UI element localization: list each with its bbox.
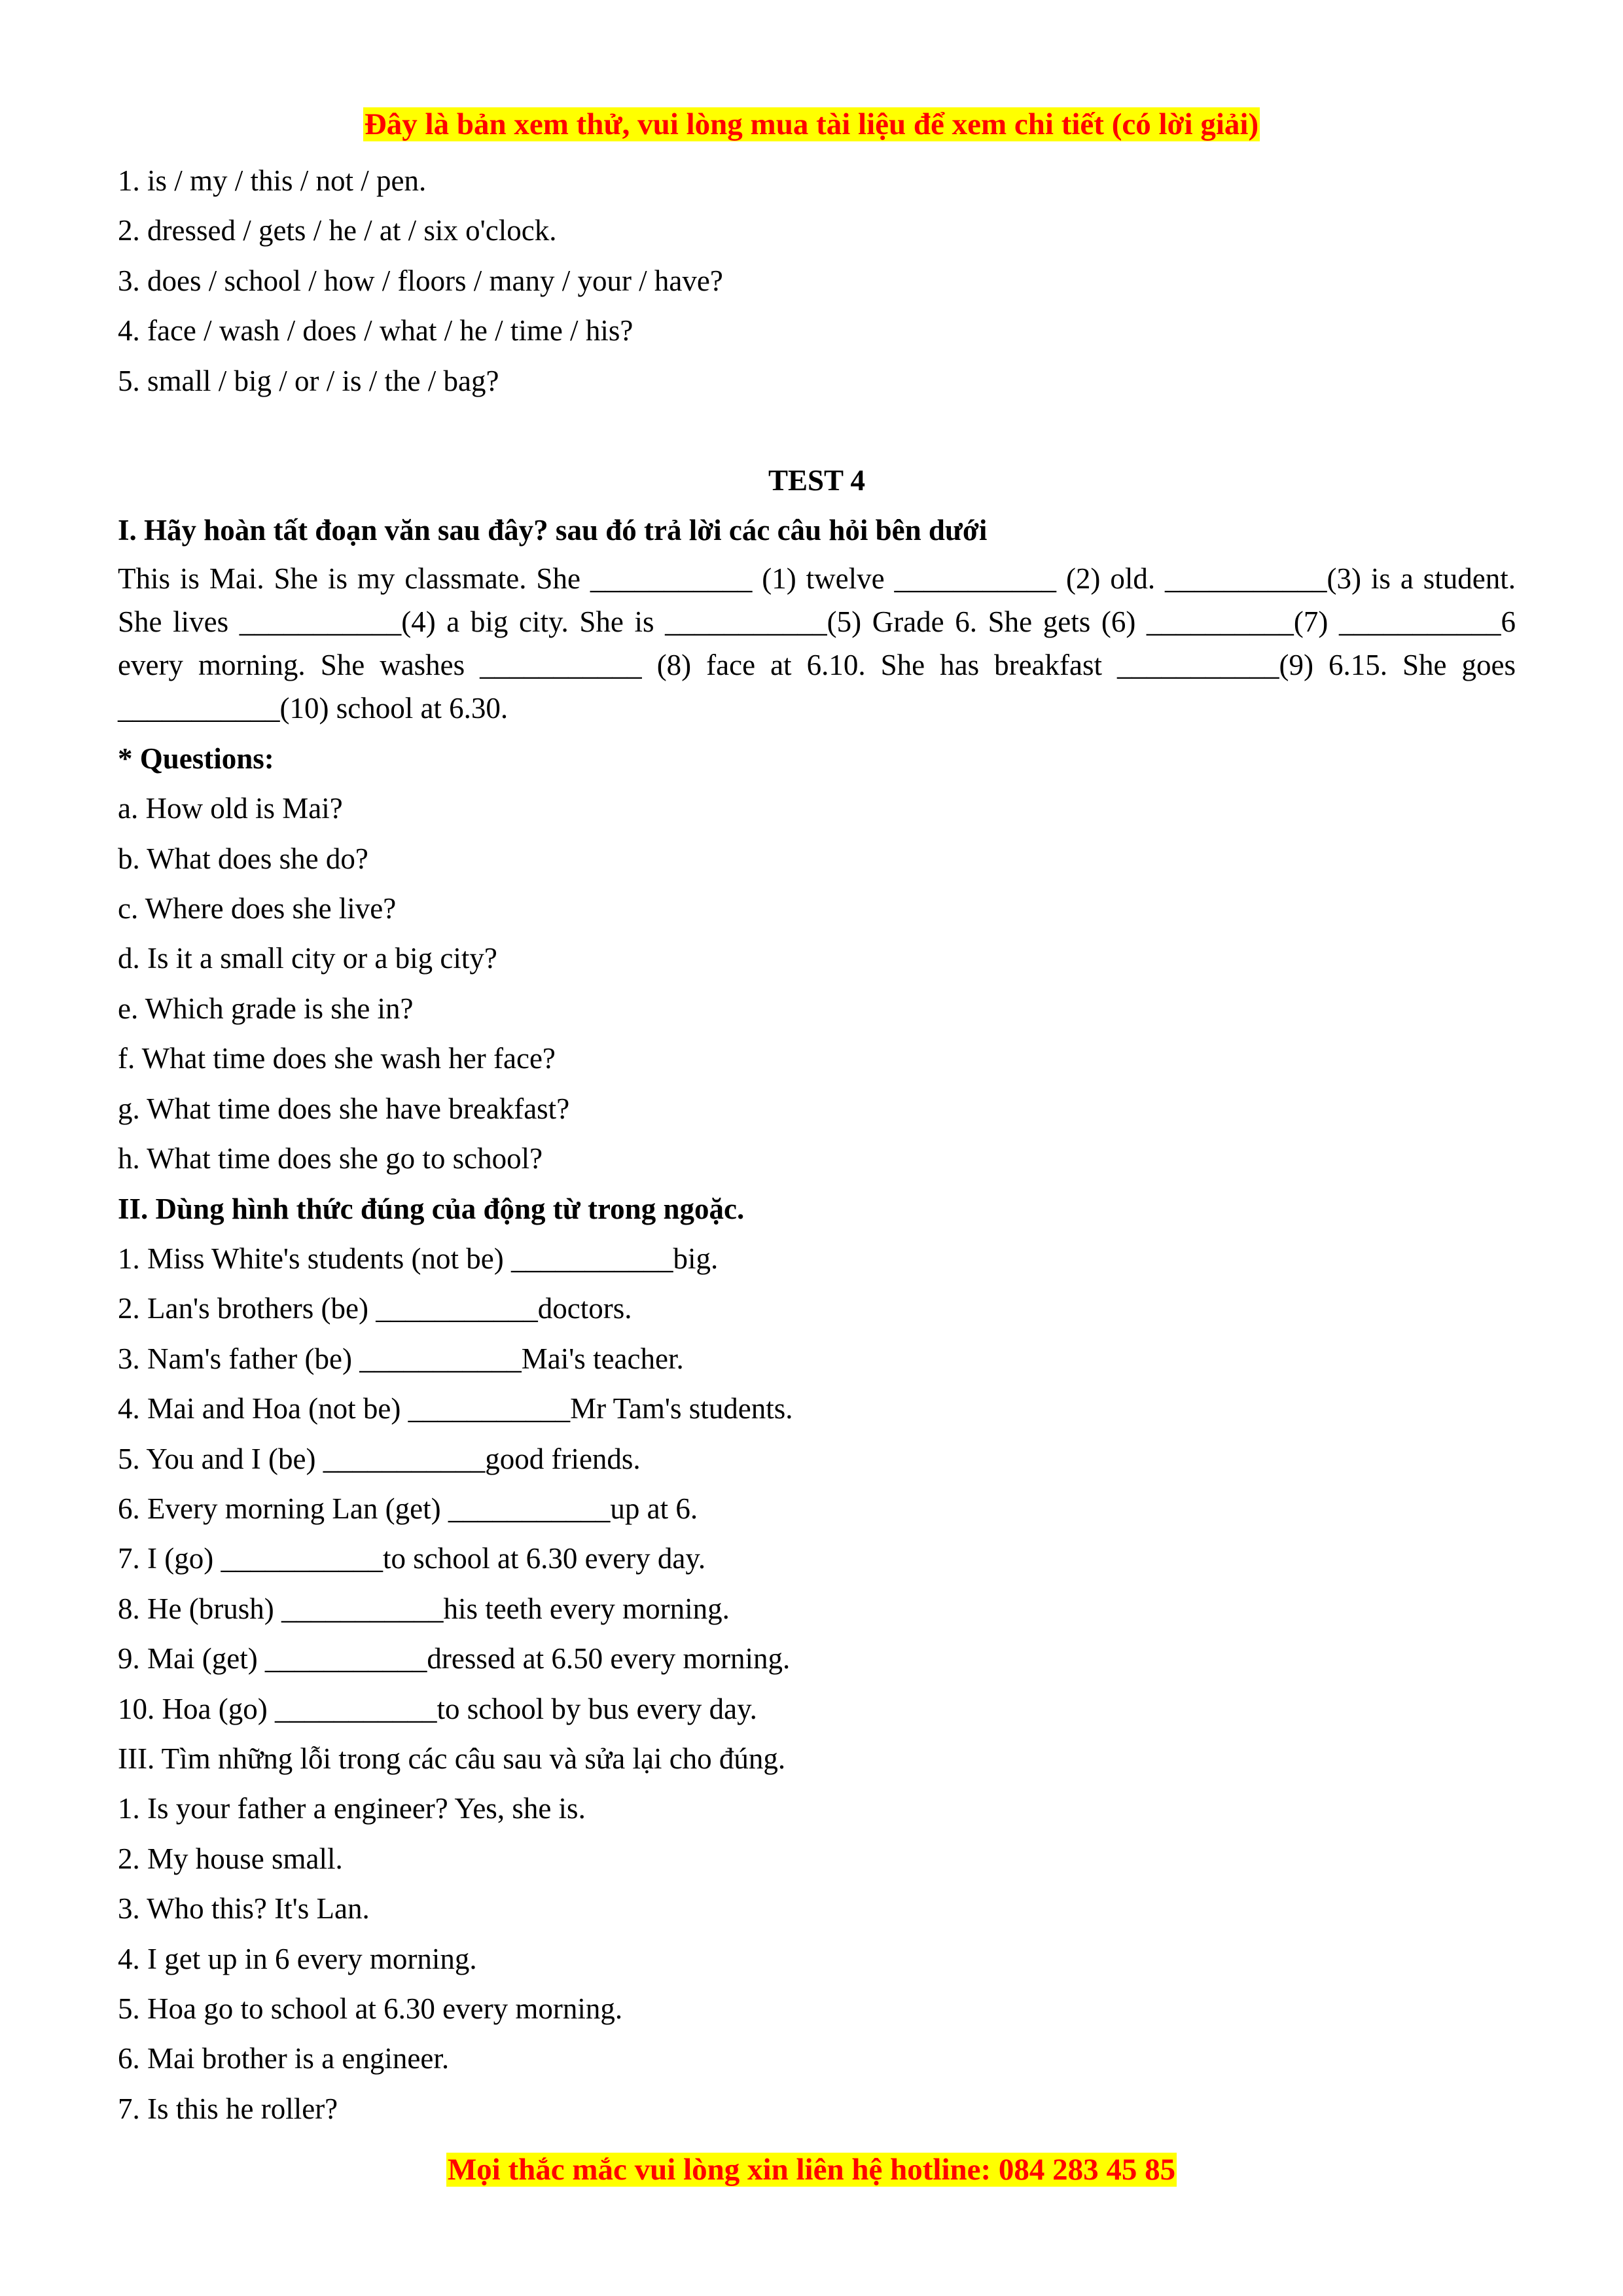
preview-notice-text: Đây là bản xem thử, vui lòng mua tài liệu để xem chi tiết (có lời giải)	[364, 107, 1259, 141]
error-item: 2. My house small.	[118, 1842, 343, 1875]
error-item: 1. Is your father a engineer? Yes, she is.	[118, 1792, 586, 1825]
reorder-item: 2. dressed / gets / he / at / six o'clock.	[118, 214, 557, 247]
hotline-banner	[0, 2150, 1623, 2189]
questions-label: * Questions:	[118, 742, 274, 775]
section-1-passage: This is Mai. She is my classmate. She ___________ (1) twelve ___________ (2) old. ___________(3) is a student. She lives ___________(4) a big city. She is ___________(5) Grade 6. She gets (6) __________(7) ___________6 every morning. She washes ___________ (8) face at 6.10. She has breakfast ___________(9) 6.15. She goes ___________(10) school at 6.30.	[118, 562, 1516, 725]
question-item: e. Which grade is she in?	[118, 992, 414, 1025]
error-item: 6. Mai brother is a engineer.	[118, 2042, 450, 2075]
section-1-heading: I. Hãy hoàn tất đoạn văn sau đây? sau đó trả lời các câu hỏi bên dưới	[118, 514, 988, 547]
error-item: 7. Is this he roller?	[118, 2092, 338, 2125]
question-item: a. How old is Mai?	[118, 792, 343, 825]
error-item: 4. I get up in 6 every morning.	[118, 1942, 477, 1975]
verb-item: 5. You and I (be) ___________good friends.	[118, 1442, 641, 1475]
question-item: h. What time does she go to school?	[118, 1142, 543, 1175]
reorder-item: 5. small / big / or / is / the / bag?	[118, 364, 499, 397]
verb-item: 9. Mai (get) ___________dressed at 6.50 every morning.	[118, 1642, 791, 1676]
verb-item: 6. Every morning Lan (get) ___________up at 6.	[118, 1492, 698, 1525]
question-item: g. What time does she have breakfast?	[118, 1092, 570, 1125]
verb-item: 8. He (brush) ___________his teeth every morning.	[118, 1592, 730, 1625]
question-item: b. What does she do?	[118, 842, 368, 875]
preview-notice-banner	[0, 105, 1623, 144]
hotline-text: Mọi thắc mắc vui lòng xin liên hệ hotline: 084 283 45 85	[447, 2153, 1176, 2187]
error-item: 3. Who this? It's Lan.	[118, 1892, 370, 1926]
test-title: TEST 4	[768, 464, 865, 497]
reorder-item: 3. does / school / how / floors / many / your / have?	[118, 264, 723, 297]
verb-item: 2. Lan's brothers (be) ___________doctors.	[118, 1292, 632, 1325]
verb-item: 3. Nam's father (be) ___________Mai's teacher.	[118, 1342, 684, 1375]
question-item: f. What time does she wash her face?	[118, 1042, 556, 1075]
verb-item: 7. I (go) ___________to school at 6.30 every day.	[118, 1542, 706, 1575]
spacer	[118, 406, 1516, 456]
verb-item: 1. Miss White's students (not be) ___________big.	[118, 1242, 719, 1275]
error-item: 5. Hoa go to school at 6.30 every morning.	[118, 1992, 623, 2025]
reorder-item: 4. face / wash / does / what / he / time / his?	[118, 314, 633, 348]
worksheet-content	[118, 156, 1516, 2134]
reorder-item: 1. is / my / this / not / pen.	[118, 164, 427, 197]
verb-item: 4. Mai and Hoa (not be) ___________Mr Tam's students.	[118, 1392, 793, 1426]
section-3-heading: III. Tìm những lỗi trong các câu sau và sửa lại cho đúng.	[118, 1742, 786, 1775]
section-2-heading: II. Dùng hình thức đúng của động từ trong ngoặc.	[118, 1192, 745, 1225]
question-item: d. Is it a small city or a big city?	[118, 942, 497, 975]
verb-item: 10. Hoa (go) ___________to school by bus every day.	[118, 1692, 757, 1725]
question-item: c. Where does she live?	[118, 892, 397, 925]
